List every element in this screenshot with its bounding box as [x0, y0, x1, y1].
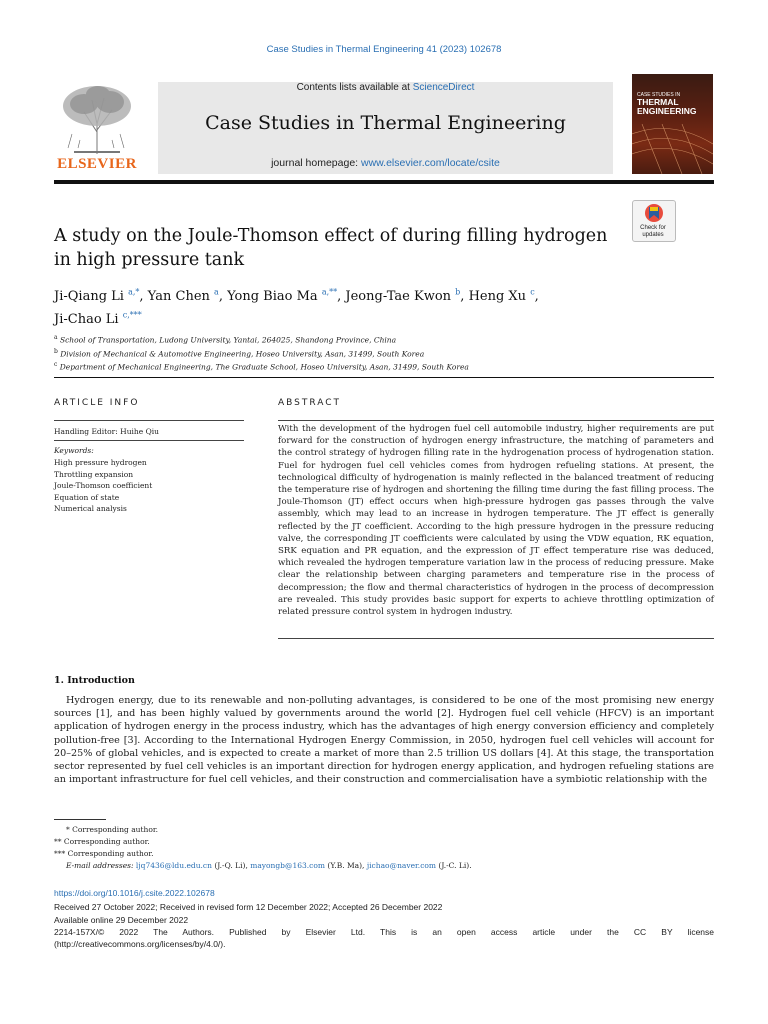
introduction-text: Hydrogen energy, due to its renewable and non-polluting advantages, is considered to be one of the most promising new energy sources [1], and has been highly valued by governments around the world [2]. Hydrogen fuel cell vehicle (HFCV) is an important application of hydrogen energy in the process industry, which has the advantages of high energy conversion efficiency and completely pollution-free [3]. According to the International Hydrogen Energy Commission, in 2050, hydrogen fuel cell vehicles will account for 20–25% of global vehicles, and is expected to create a market of more than 2.5 trillion US dollars [4]. At this stage, the transportation sector represented by fuel cell vehicles is an important direction for hydrogen energy application, and hydrogen refueling stations are an important infrastructure for fuel cell vehicles, and their construction and commercialisation have a symbiotic relationship with the	[54, 695, 714, 786]
email-addresses	[66, 861, 472, 870]
email-owner: (Y.B. Ma),	[325, 861, 367, 870]
email-owner: (J.-C. Li).	[436, 861, 472, 870]
handling-editor: Handling Editor: Huihe Qiu	[54, 427, 159, 436]
cover-line-1: THERMAL	[637, 97, 679, 107]
author[interactable]: Ji-Qiang Li $^{a,*}$,	[54, 288, 148, 305]
affiliation-item: $^a$ School of Transportation, Ludong University, Yantai, 264025, Shandong Province, China	[54, 334, 397, 345]
keyword-item: Throttling expansion	[54, 469, 134, 479]
homepage-link[interactable]: www.elsevier.com/locate/csite	[361, 157, 500, 169]
keyword-item: High pressure hydrogen	[54, 458, 147, 467]
bookmark-icon	[633, 201, 675, 225]
section-divider	[54, 377, 714, 378]
journal-homepage-line	[158, 157, 613, 169]
cover-title	[637, 92, 709, 115]
footnote-rule	[54, 819, 106, 820]
footnote-corresponding: ** Corresponding author.	[54, 837, 150, 846]
email-link[interactable]: ljq7436@ldu.edu.cn	[135, 861, 212, 870]
keywords-label: Keywords:	[54, 446, 94, 455]
abstract-rule	[278, 420, 714, 421]
journal-citation[interactable]: Case Studies in Thermal Engineering 41 (2023) 102678	[266, 44, 502, 55]
author[interactable]: Jeong-Tae Kwon $^b$,	[345, 288, 469, 305]
abstract-rule	[278, 638, 714, 639]
article-info-rule	[54, 420, 244, 421]
keyword-item: Equation of state	[54, 492, 120, 502]
author[interactable]: Ji-Chao Li $^{c,***}$	[54, 310, 142, 327]
author[interactable]: Heng Xu $^c$,	[468, 288, 539, 305]
keyword-item: Numerical analysis	[54, 504, 127, 514]
homepage-prefix: journal homepage:	[271, 157, 361, 169]
email-link[interactable]: jichao@naver.com	[366, 861, 437, 870]
received-dates: Received 27 October 2022; Received in revised form 12 December 2022; Accepted 26 December 2022	[54, 902, 443, 912]
cover-line-2: ENGINEERING	[637, 105, 697, 116]
available-online: Available online 29 December 2022	[54, 915, 189, 925]
affiliation-item: $^c$ Department of Mechanical Engineering, The Graduate School, Hoseo University, Asan, 31499, South Korea	[54, 361, 469, 372]
affiliation-item: $^b$ Division of Mechanical & Automotive Engineering, Hoseo University, Asan, 31499, South Korea	[54, 347, 425, 358]
journal-title: Case Studies in Thermal Engineering	[205, 112, 566, 134]
article-info-heading: ARTICLE INFO	[54, 398, 140, 408]
keyword-item: Joule-Thomson coefficient	[54, 481, 153, 491]
sciencedirect-link[interactable]: ScienceDirect	[412, 82, 475, 93]
paper-title: A study on the Joule-Thomson effect of during filling hydrogen in high pressure tank	[54, 226, 608, 270]
keyword-list	[54, 457, 152, 515]
contents-prefix: Contents lists available at	[296, 82, 413, 93]
abstract-text: With the development of the hydrogen fuel cell automobile industry, higher requirements are put forward for the construction of hydrogen energy infrastructure, the matching of parameters and the control strategy of hydrogen filling rate in the hydrogenation process of hydrogenation station. Fuel for hydrogen fuel cell vehicles comes from hydrogen refueling stations. At present, the technological difficulty of hydrogenation is mainly reflected in the balanced treatment of reducing the temperature rise of hydrogen and shortening the filling time during the fast filling process. The Joule-Thomson (JT) effect occurs when high-pressure hydrogen gas passes through the valve assembly, which may lead to an increase in hydrogen temperature. The JT effect is generally reflected by the JT coefficient. According to the high pressure hydrogen in the pressure reducing valve, the corresponding JT coefficients were calculated by using the VDW equation, RK equation, SRK equation and PR equation, and the expression of JT effect temperature rise was deduced, which revealed the hydrogen temperature variation law in the process of reducing pressure. Make clear the relationship between charging parameters and temperature rise in the process of decompression; the flow and thermal characteristics of hydrogen in the process of decompression are revealed. This study provides basic support for experts to achieve throttling optimization of related pressure control system in hydrogen industry.	[278, 424, 714, 618]
check-for-updates-label: Check for updates	[640, 225, 666, 238]
article-info-rule	[54, 440, 244, 441]
email-link[interactable]: mayongb@163.com	[250, 861, 326, 870]
affiliations	[54, 332, 714, 373]
author[interactable]: Yong Biao Ma $^{a,**}$,	[227, 288, 346, 305]
footnote-corresponding: * Corresponding author.	[66, 825, 159, 834]
elsevier-wordmark[interactable]: ELSEVIER	[57, 156, 137, 172]
introduction-heading: 1. Introduction	[54, 675, 135, 686]
cover-pattern	[632, 124, 713, 174]
abstract-heading: ABSTRACT	[278, 398, 342, 408]
journal-cover-image[interactable]	[632, 74, 713, 174]
email-owner: (J.-Q. Li),	[211, 861, 251, 870]
cover-small-text: CASE STUDIES IN	[637, 92, 681, 98]
email-label: E-mail addresses:	[66, 861, 134, 870]
header-rule	[54, 180, 714, 184]
author[interactable]: Yan Chen $^a$,	[147, 288, 228, 305]
copyright-line: 2214-157X/© 2022 The Authors. Published by Elsevier Ltd. This is an open access article under the CC BY license	[54, 927, 714, 937]
doi-link[interactable]: https://doi.org/10.1016/j.csite.2022.102678	[54, 888, 215, 898]
contents-available-line	[158, 82, 613, 93]
footnote-corresponding: *** Corresponding author.	[54, 849, 154, 858]
author-list	[54, 284, 674, 329]
license-link[interactable]: (http://creativecommons.org/licenses/by/4.0/).	[54, 939, 226, 949]
